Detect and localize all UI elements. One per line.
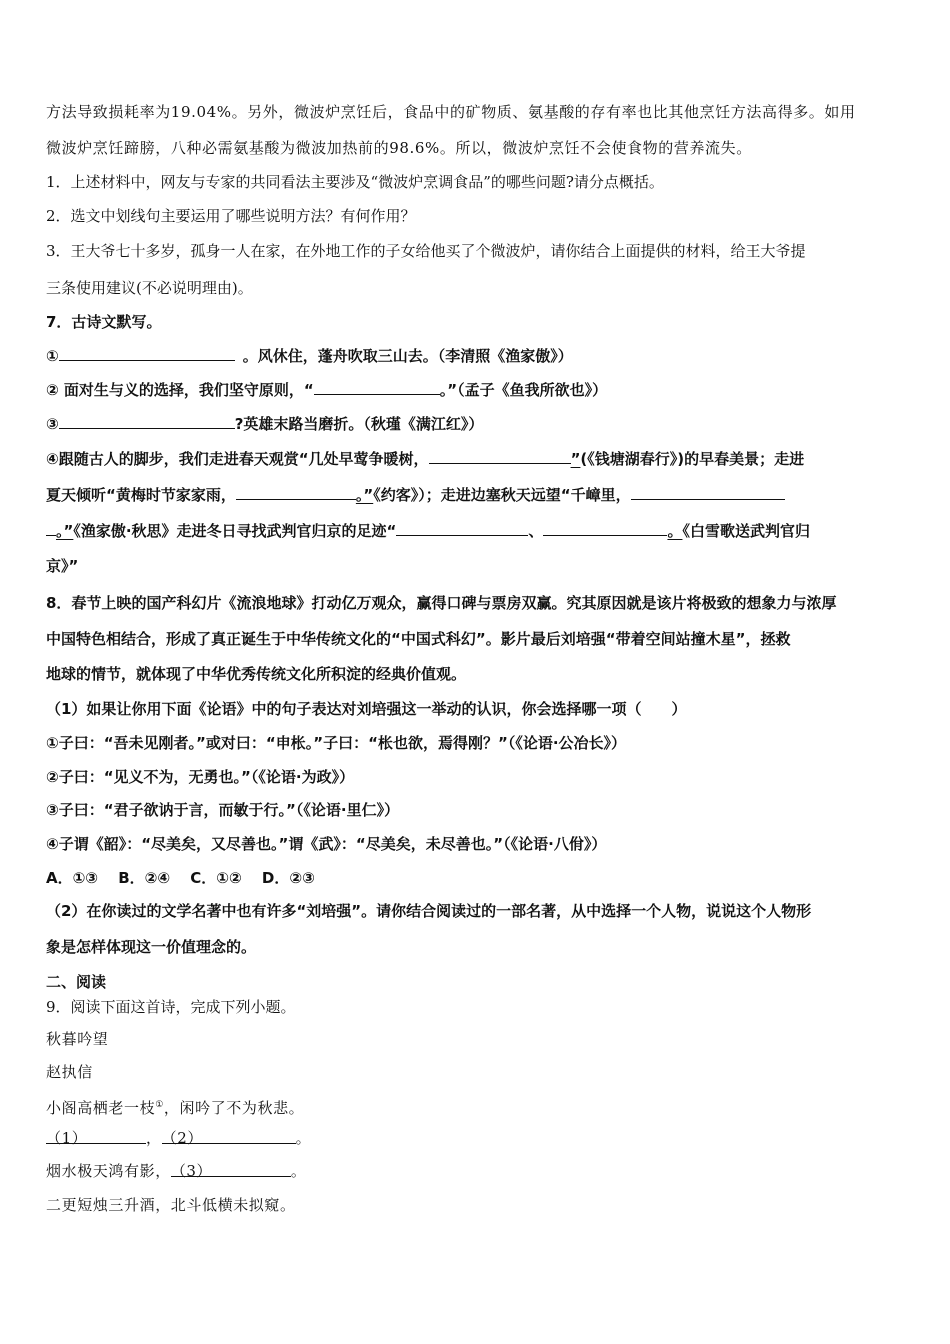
question-8-option-4: ④子谓《韶》：“尽美矣，又尽善也。”谓《武》：“尽美矣，未尽善也。”（《论语·八佾》） [46, 835, 607, 853]
poem-line-2 [46, 1128, 311, 1148]
poem-line-3-a: 烟水极天鸿有影， [46, 1162, 171, 1180]
item-4-text-j: 《白雪歌送武判官归 [682, 522, 810, 540]
question-6-3-line-2: 三条使用建议(不必说明理由)。 [46, 279, 253, 297]
item-2-text-a: ② 面对生与义的选择，我们坚守原则，“ [46, 381, 314, 399]
blank-2-label: （2） [161, 1129, 203, 1147]
question-8-choices: A．①③ B．②④ C．①② D．②③ [46, 869, 315, 887]
question-6-3-line-1: 3．王大爷七十多岁，孤身一人在家，在外地工作的子女给他买了个微波炉，请你结合上面提供的材料，给王大爷提 [46, 242, 806, 260]
material-line-2: 微波炉烹饪蹄膀，八种必需氨基酸为微波加热前的98.6%。所以，微波炉烹饪不会使食物的营养流失。 [46, 139, 752, 157]
poem-line-1-a: 小阁高栖老一枝 [46, 1099, 156, 1117]
question-8-line-1: 8．春节上映的国产科幻片《流浪地球》打动亿万观众，赢得口碑与票房双赢。究其原因就是该片将极致的想象力与浓厚 [46, 594, 837, 612]
question-8-sub-1: （1）如果让你用下面《论语》中的句子表达对刘培强这一举动的认识，你会选择哪一项（ ） [46, 700, 687, 718]
comma: ， [146, 1129, 162, 1147]
question-8-line-2: 中国特色相结合，形成了真正诞生于中华传统文化的“中国式科幻”。影片最后刘培强“带着空间站撞木星”，拯救 [46, 630, 791, 648]
answer-blank[interactable] [396, 520, 528, 536]
item-4-text-g: 《渔家傲·秋思》走进冬日寻找武判官归京的足迹“ [73, 522, 397, 540]
question-7-item-3 [46, 413, 483, 434]
question-8-option-3: ③子曰：“君子欲讷于言，而敏于行。”（《论语·里仁》） [46, 801, 400, 819]
poem-line-3 [46, 1161, 306, 1181]
answer-blank[interactable] [543, 520, 667, 536]
poem-line-1 [46, 1095, 304, 1118]
question-9: 9．阅读下面这首诗，完成下列小题。 [46, 998, 296, 1016]
item-3-text: ?英雄末路当磨折。（秋瑾《满江红》） [234, 415, 484, 433]
question-7-item-4-line-4: 京》” [46, 557, 79, 575]
item-4-text-e: 《约客》）；走进边塞秋天远望“千嶂里， [373, 486, 631, 504]
answer-blank[interactable] [429, 448, 571, 464]
item-1-text: 。风休住，蓬舟吹取三山去。（李清照《渔家傲》） [242, 347, 573, 365]
period: 。 [290, 1162, 307, 1180]
question-7-item-2 [46, 379, 607, 400]
item-1-marker: ① [46, 347, 59, 365]
poem-author: 赵执信 [46, 1063, 93, 1081]
question-8-line-3: 地球的情节，就体现了中华优秀传统文化所积淀的经典价值观。 [46, 665, 467, 683]
question-7-title: 7．古诗文默写。 [46, 313, 162, 331]
item-4-text-b: (《钱塘湖春行》)的早春美景；走进 [580, 450, 805, 468]
material-line-1: 方法导致损耗率为19.04%。另外，微波炉烹饪后，食品中的矿物质、氨基酸的存有率也比其他烹饪方法高得多。如用 [46, 103, 856, 121]
question-7-item-4-line-2 [46, 484, 785, 505]
item-4-text-h: 、 [528, 522, 544, 540]
item-4-text-a: ④跟随古人的脚步，我们走进春天观赏“几处早莺争暖树， [46, 450, 429, 468]
item-4-text-f: 。” [56, 522, 74, 540]
item-4-text-c: 夏天倾听“黄梅时节家家雨， [46, 486, 236, 504]
question-8-sub-2-line-2: 象是怎样体现这一价值理念的。 [46, 938, 257, 956]
answer-blank[interactable] [314, 379, 440, 395]
question-7-item-4-line-3 [46, 520, 810, 541]
period: 。 [295, 1129, 312, 1147]
section-heading: 二、阅读 [46, 973, 107, 991]
item-4-quote: ” [570, 450, 581, 468]
answer-blank-2[interactable] [161, 1128, 296, 1147]
answer-blank-3[interactable] [170, 1161, 291, 1180]
footnote-marker: ① [155, 1100, 164, 1110]
question-8-option-1: ①子曰：“吾未见刚者。”或对曰：“申枨。”子曰：“枨也欲，焉得刚？”（《论语·公冶长》） [46, 734, 627, 752]
poem-title: 秋暮吟望 [46, 1030, 109, 1048]
question-8-sub-2-line-1: （2）在你读过的文学名著中也有许多“刘培强”。请你结合阅读过的一部名著，从中选择一个人物，说说这个人物形 [46, 902, 812, 920]
item-3-marker: ③ [46, 415, 59, 433]
question-6-1: 1．上述材料中，网友与专家的共同看法主要涉及“微波炉烹调食品”的哪些问题?请分点概括。 [46, 173, 664, 191]
blank-3-label: （3） [170, 1162, 213, 1180]
item-4-text-i: 。 [667, 522, 683, 540]
answer-blank[interactable] [59, 345, 235, 361]
answer-blank[interactable] [631, 484, 785, 500]
question-7-item-4-line-1 [46, 448, 804, 469]
poem-line-4: 二更短烛三升酒，北斗低横未拟窥。 [46, 1196, 296, 1214]
question-6-2: 2．选文中划线句主要运用了哪些说明方法？有何作用？ [46, 207, 416, 225]
answer-blank[interactable] [236, 484, 356, 500]
item-2-text-b: 。”（孟子《鱼我所欲也》） [439, 381, 608, 399]
question-7-item-1 [46, 345, 573, 366]
blank-1-label: （1） [46, 1129, 88, 1147]
answer-blank[interactable] [59, 413, 235, 429]
item-4-text-d: 。” [355, 486, 374, 504]
answer-blank[interactable] [46, 520, 56, 536]
answer-blank-1[interactable] [46, 1128, 146, 1147]
poem-line-1-b: ，闲吟了不为秋悲。 [163, 1099, 305, 1117]
question-8-option-2: ②子曰：“见义不为，无勇也。”（《论语·为政》） [46, 768, 355, 786]
